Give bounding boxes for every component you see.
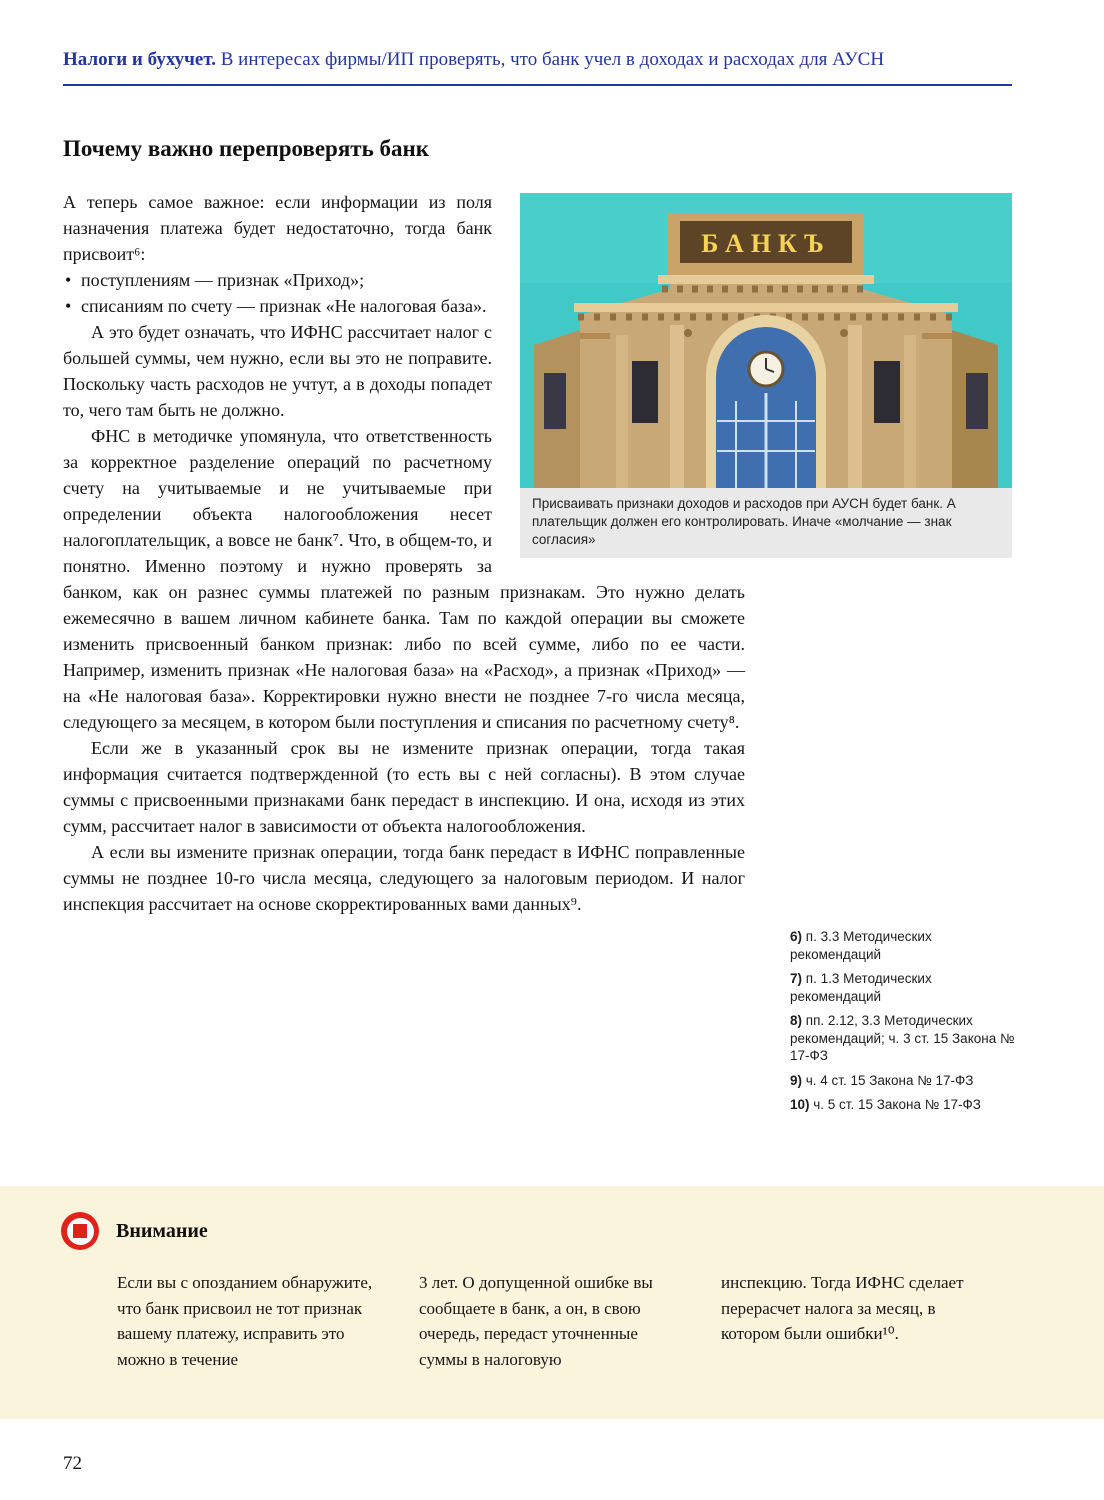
footnote: [790, 1072, 1018, 1090]
photo-figure: [520, 193, 1012, 558]
paragraph: А это будет означать, что ИФНС рассчитает налог с большей суммы, чем нужно, если вы это не поправите. Поскольку часть расходов не учтут, а в доходы попадет то, чего там быть не должно.: [63, 322, 492, 420]
bank-building-photo: [520, 193, 1012, 488]
photo-caption: Присваивать признаки доходов и расходов при АУСН будет банк. А плательщик должен его контролировать. Иначе «молчание — знак согласия»: [520, 488, 1012, 558]
footnote: [790, 1012, 1018, 1065]
paragraph: Если же в указанный срок вы не измените признак операции, тогда такая информация считается подтвержденной (то есть вы с ней согласны). В этом случае суммы с присвоенными признаками банк передаст в инспекцию. И она, исходя из этих сумм, рассчитает налог в зависимости от объекта налогообложения.: [63, 738, 745, 836]
attention-column: Если вы с опозданием обнаружите, что банк присвоил не тот признак вашему платежу, исправить это можно в течение: [117, 1273, 373, 1369]
attention-box: [0, 1186, 1104, 1419]
bullet-item: • списаниям по счету — признак «Не налоговая база».: [63, 293, 745, 319]
attention-icon: [61, 1212, 99, 1250]
attention-column: инспекцию. Тогда ИФНС сделает перерасчет налога за месяц, в котором были ошибки¹⁰.: [721, 1273, 964, 1343]
footnote-text: п. 1.3 Методических рекомендаций: [790, 971, 932, 1004]
footnote-number: 10): [790, 1097, 810, 1112]
paragraph: А если вы измените признак операции, тогда банк передаст в ИФНС поправленные суммы не позднее 10-го числа месяца, следующего за налоговым периодом. И налог инспекция рассчитает на основе скорректированных вами данных⁹.: [63, 842, 745, 914]
footnote-number: 6): [790, 929, 803, 944]
footnote-number: 7): [790, 971, 803, 986]
footnote-text: п. 3.3 Методических рекомендаций: [790, 929, 932, 962]
paragraph: ФНС в методичке упомянула, что ответственность за корректное разделение операций по расчетному счету на учитываемые и не учитываемые при определении объекта налогообложения несет налогоплательщик, а вовсе не банк⁷. Что, в общем-то, и понятно. Именно поэтому и нужно проверять за банком, как он разнес суммы платежей по разным признакам. Это нужно делать ежемесячно в вашем личном кабинете банка. Там по каждой операции вы сможете изменить присвоенный банком признак: либо по всей сумме, либо по ее части. Например, изменить признак «Не налоговая база» на «Расход», а признак «Приход» — на «Не налоговая база». Корректировки нужно внести не позднее 7-го числа месяца, следующего за месяцем, в котором были поступления и списания по расчетному счету⁸.: [63, 426, 745, 732]
footnote-number: 9): [790, 1072, 803, 1088]
footnote-text: пп. 2.12, 3.3 Методических рекомендаций; ч. 3 ст. 15 Закона № 17-ФЗ: [790, 1013, 1015, 1063]
section-brand: Налоги и бухучет.: [63, 49, 216, 70]
bullet-item: • поступлениям — признак «Приход»;: [63, 267, 745, 293]
footnote-text: ч. 5 ст. 15 Закона № 17-ФЗ: [809, 1097, 981, 1112]
paragraph: А теперь самое важное: если информации из поля назначения платежа будет недостаточно, тогда банк присвоит⁶:: [63, 192, 492, 264]
attention-title: Внимание: [116, 1219, 208, 1242]
margin-footnotes: [790, 928, 1018, 1121]
bank-sign-text: БАНКЪ: [701, 229, 831, 258]
attention-icon-ring: [67, 1218, 94, 1245]
footnote-number: 8): [790, 1013, 803, 1028]
article-body: [63, 189, 956, 917]
running-title: В интересах фирмы/ИП проверять, что банк учел в доходах и расходах для АУСН: [220, 49, 885, 70]
page-number: 72: [63, 1453, 82, 1474]
footnote: [790, 1096, 1018, 1114]
footnote: [790, 970, 1018, 1005]
attention-columns: [117, 1270, 979, 1372]
bank-building-illustration: [520, 193, 1012, 488]
footnote-text: ч. 4 ст. 15 Закона № 17-ФЗ: [802, 1072, 974, 1088]
attention-column: 3 лет. О допущенной ошибке вы сообщаете в банк, а он, в свою очередь, передаст уточненные суммы в налоговую: [419, 1273, 653, 1369]
article-heading: Почему важно перепроверять банк: [63, 136, 430, 161]
attention-icon-square: [73, 1224, 87, 1238]
attention-header: [61, 1212, 208, 1250]
footnote: [790, 928, 1018, 963]
running-header: [63, 48, 1012, 86]
